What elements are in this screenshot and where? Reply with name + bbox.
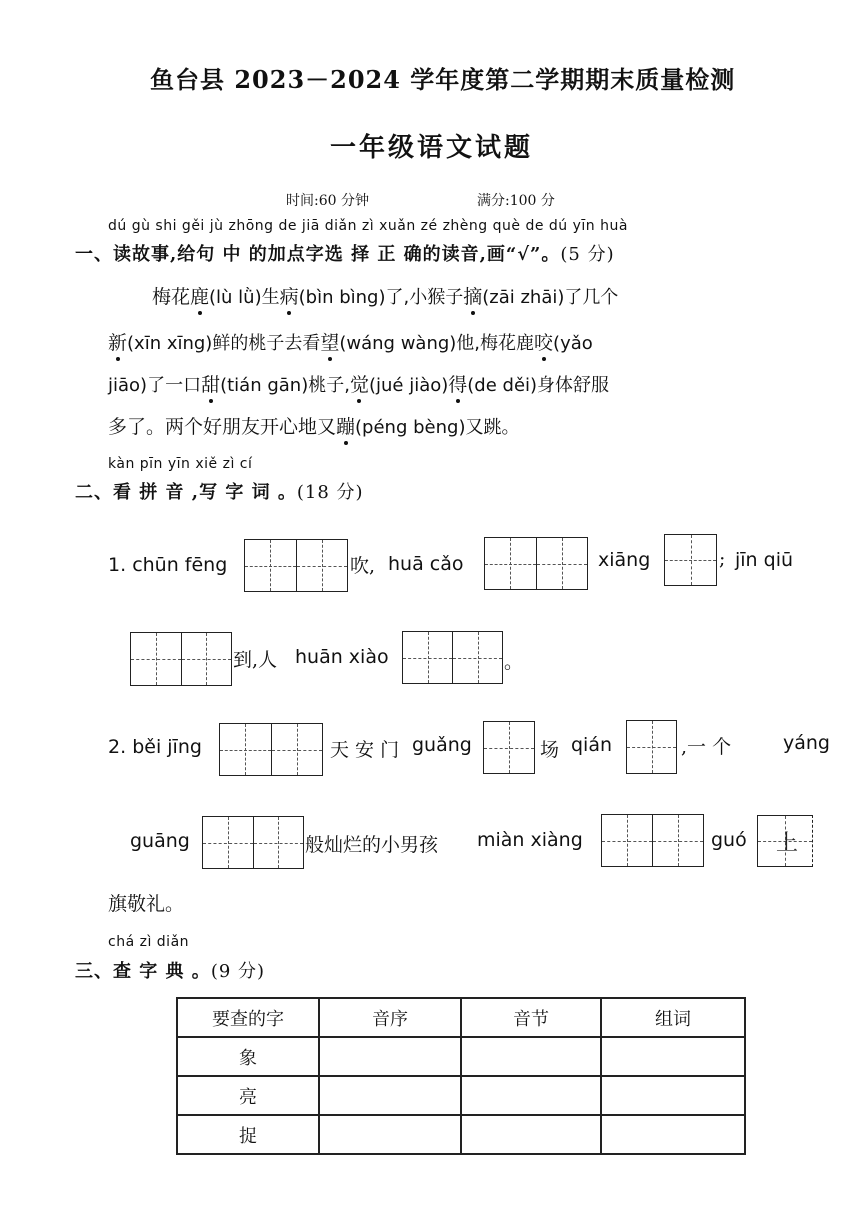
writing-grid-guang[interactable]: [483, 721, 535, 774]
writing-grid-jinqiu[interactable]: [130, 632, 232, 686]
story-line-2: [108, 328, 593, 355]
section1-heading-text: 一、读故事,给句 中 的加点字选 择 正 确的读音,画“√”。: [75, 244, 561, 265]
table-header: 要查的字: [177, 998, 319, 1037]
story-text: (wáng wàng)他,梅花鹿: [339, 333, 535, 354]
section1-pinyin: dú gù shi gěi jù zhōng de jiā diǎn zì xuǎn zé zhèng què de dú yīn huà: [108, 218, 628, 234]
table-char: 亮: [177, 1076, 319, 1115]
story-text: (yǎo: [553, 333, 593, 354]
dotted-char: 咬: [534, 332, 554, 354]
q1-number: 1.: [108, 554, 127, 576]
story-line-1: [152, 282, 618, 309]
story-text: (tián gān)桃子,: [220, 375, 350, 396]
pinyin-text: xiāng: [598, 549, 651, 571]
section2-points: (18 分): [296, 482, 364, 503]
dictionary-table: [176, 997, 746, 1155]
table-header: 音节: [461, 998, 601, 1037]
dotted-char: 蹦: [336, 416, 356, 438]
q1-text: ;: [719, 548, 726, 570]
answer-cell[interactable]: [601, 1037, 745, 1076]
table-char: 象: [177, 1037, 319, 1076]
q2-text: 场: [540, 739, 560, 761]
table-row: [177, 1037, 745, 1076]
story-text: (de děi)身体舒服: [467, 375, 610, 396]
section3-pinyin: chá zì diǎn: [108, 934, 190, 950]
story-text: (zāi zhāi)了几个: [482, 287, 619, 308]
writing-grid-mianxiang[interactable]: [601, 814, 704, 867]
section2-pinyin: kàn pīn yīn xiě zì cí: [108, 456, 253, 472]
handwritten-mark: 上: [776, 831, 799, 856]
dotted-char: 鹿: [190, 286, 210, 308]
table-char: 捉: [177, 1115, 319, 1154]
story-text: (xīn xīng)鲜的桃子去看: [127, 333, 321, 354]
pinyin-text: guó: [711, 829, 747, 851]
table-header-row: [177, 998, 745, 1037]
dotted-char: 新: [108, 332, 128, 354]
section3-heading: [75, 957, 265, 983]
answer-cell[interactable]: [461, 1037, 601, 1076]
story-text: (lù lǜ)生: [209, 287, 280, 308]
story-text: jiāo)了一口: [108, 375, 202, 396]
table-row: [177, 1115, 745, 1154]
table-row: [177, 1076, 745, 1115]
answer-cell[interactable]: [461, 1115, 601, 1154]
story-text: (péng bèng)又跳。: [355, 417, 520, 438]
pinyin-text: huān xiào: [295, 646, 389, 668]
pinyin-text: yáng: [783, 732, 830, 754]
writing-grid-huanxiao[interactable]: [402, 631, 503, 684]
table-header: 组词: [601, 998, 745, 1037]
pinyin-text: huā cǎo: [388, 553, 464, 575]
q2-text: 般灿烂的小男孩: [305, 834, 439, 856]
table-header: 音序: [319, 998, 461, 1037]
pinyin-text: běi jīng: [132, 736, 202, 758]
section3-heading-text: 三、查 字 典 。: [75, 961, 211, 982]
writing-grid-beijing[interactable]: [219, 723, 323, 776]
story-line-3: [108, 370, 609, 397]
pinyin-text: miàn xiàng: [477, 829, 583, 851]
answer-cell[interactable]: [601, 1076, 745, 1115]
q1-number-pinyin: [108, 554, 227, 576]
writing-grid-chunfeng[interactable]: [244, 539, 348, 592]
section3-points: (9 分): [210, 961, 266, 982]
q2-text: 旗敬礼。: [108, 893, 185, 915]
story-text: 多了。两个好朋友开心地又: [108, 416, 337, 438]
writing-grid-xiang[interactable]: [664, 534, 717, 586]
q1-text: 吹,: [350, 555, 376, 577]
exam-subtitle: 一年级语文试题: [330, 133, 534, 163]
q2-text: ,一 个: [681, 736, 732, 758]
dotted-char: 病: [279, 286, 299, 308]
pinyin-text: qián: [571, 734, 613, 756]
answer-cell[interactable]: [319, 1076, 461, 1115]
answer-cell[interactable]: [601, 1115, 745, 1154]
pinyin-text: guāng: [130, 830, 190, 852]
q2-text: 天 安 门: [330, 739, 400, 761]
exam-score: 满分:100 分: [477, 193, 555, 209]
section2-heading-text: 二、看 拼 音 ,写 字 词 。: [75, 482, 297, 503]
story-text: (bìn bìng)了,小猴子: [298, 287, 464, 308]
answer-cell[interactable]: [319, 1115, 461, 1154]
q2-number: 2.: [108, 736, 127, 758]
story-text: (jué jiào): [368, 375, 449, 396]
story-text: 梅花: [152, 286, 191, 308]
section1-points: (5 分): [560, 244, 615, 265]
dotted-char: 得: [448, 374, 468, 396]
pinyin-text: jīn qiū: [735, 549, 794, 571]
exam-time: 时间:60 分钟: [286, 193, 369, 209]
q1-text: 。: [504, 651, 524, 673]
answer-cell[interactable]: [461, 1076, 601, 1115]
section2-heading: [75, 478, 364, 504]
writing-grid-yangguang[interactable]: [202, 816, 304, 869]
dotted-char: 觉: [349, 374, 369, 396]
dotted-char: 摘: [463, 286, 483, 308]
dotted-char: 望: [320, 332, 340, 354]
section1-heading: [75, 240, 615, 266]
writing-grid-huacao[interactable]: [484, 537, 588, 590]
pinyin-text: guǎng: [412, 734, 472, 756]
story-line-4: [108, 412, 519, 439]
answer-cell[interactable]: [319, 1037, 461, 1076]
pinyin-text: chūn fēng: [132, 554, 228, 576]
exam-title: 鱼台县 2023－2024 学年度第二学期期末质量检测: [150, 65, 736, 94]
q1-text: 到,人: [233, 649, 278, 671]
dotted-char: 甜: [201, 374, 221, 396]
writing-grid-qian[interactable]: [626, 720, 677, 774]
q2-number-pinyin: [108, 736, 202, 758]
